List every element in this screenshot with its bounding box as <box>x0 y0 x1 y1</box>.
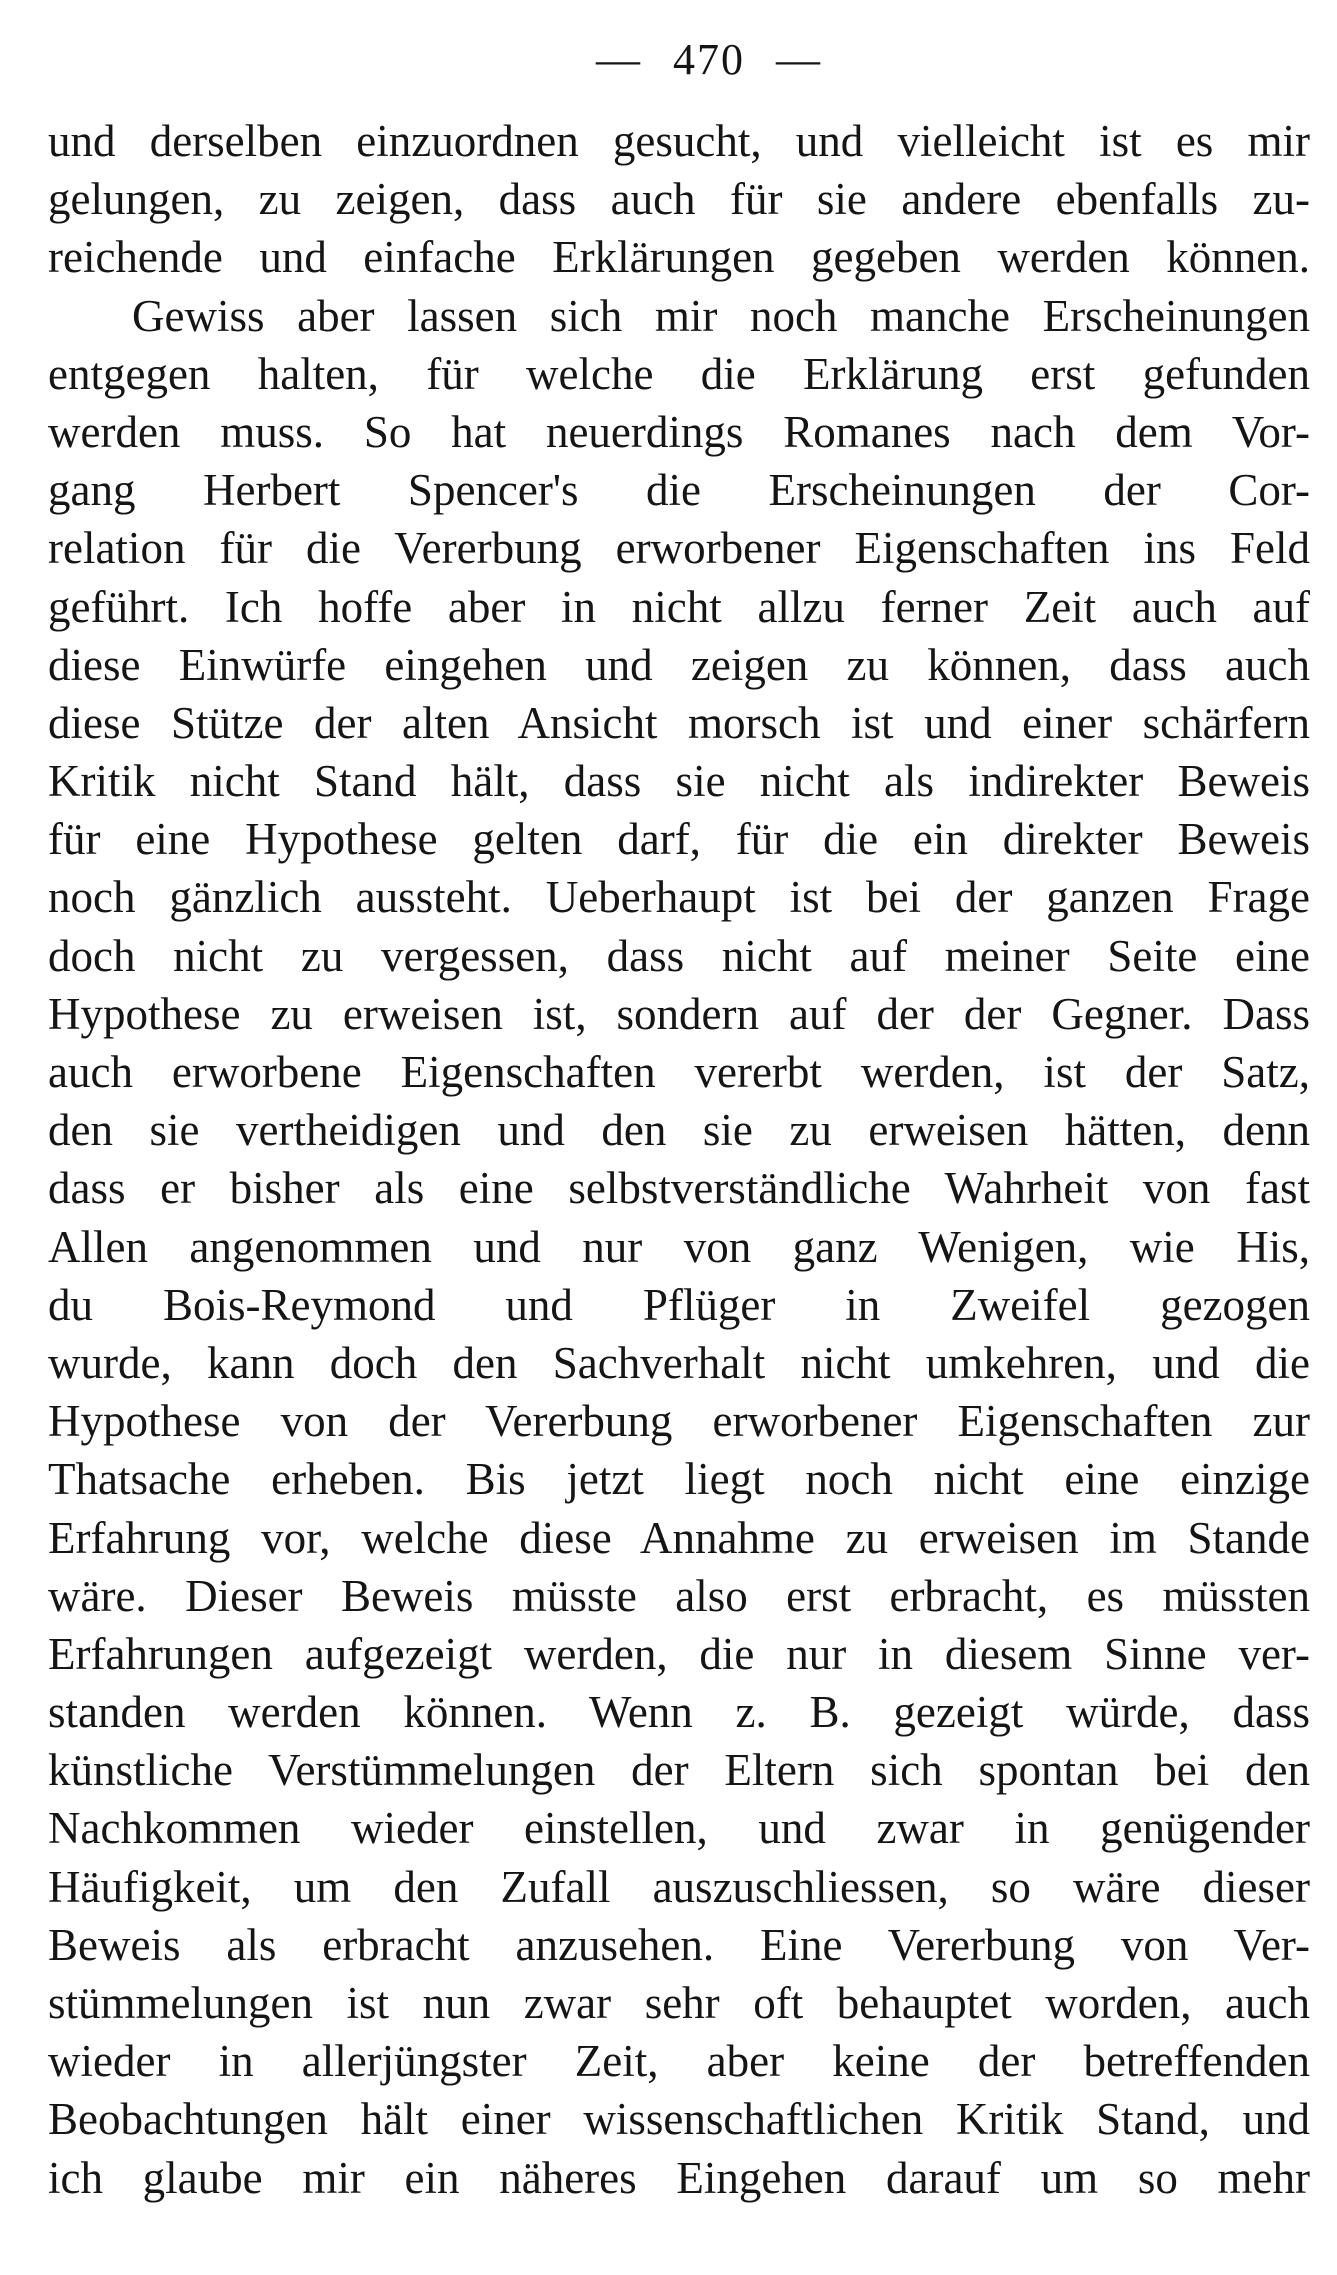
paragraph-first-line: Gewiss aber lassen sich mir noch manche Erscheinungen <box>132 290 1310 341</box>
header-dash-right: — <box>776 35 822 84</box>
page-number: 470 <box>673 35 745 84</box>
text-line: Erfahrungen aufgezeigt werden, die nur in diesem Sinne ver- <box>48 1628 1310 1679</box>
text-line: Hypothese von der Vererbung erworbener Eigenschaften zur <box>48 1396 1310 1447</box>
text-line: standen werden können. Wenn z. B. gezeigt würde, dass <box>48 1687 1310 1738</box>
text-line: entgegen halten, für welche die Erklärung erst gefunden <box>48 348 1310 399</box>
text-line: Hypothese zu erweisen ist, sondern auf der der Gegner. Dass <box>48 988 1310 1039</box>
text-line: werden muss. So hat neuerdings Romanes nach dem Vor- <box>48 406 1310 457</box>
text-line: relation für die Vererbung erworbener Eigenschaften ins Feld <box>48 523 1310 574</box>
text-line: Nachkommen wieder einstellen, und zwar in genügender <box>48 1803 1310 1854</box>
text-line: wäre. Dieser Beweis müsste also erst erbracht, es müssten <box>48 1570 1310 1621</box>
text-line: Beobachtungen hält einer wissenschaftlichen Kritik Stand, und <box>48 2094 1310 2145</box>
text-line: reichende und einfache Erklärungen gegeben werden können. <box>48 232 1310 283</box>
text-line: wurde, kann doch den Sachverhalt nicht umkehren, und die <box>48 1337 1310 1388</box>
text-line: für eine Hypothese gelten darf, für die ein direkter Beweis <box>48 814 1310 865</box>
text-line: auch erworbene Eigenschaften vererbt werden, ist der Satz, <box>48 1047 1310 1097</box>
page-header <box>48 30 1310 90</box>
text-line: ich glaube mir ein näheres Eingehen darauf um so mehr <box>48 2152 1310 2203</box>
text-line: künstliche Verstümmelungen der Eltern sich spontan bei den <box>48 1745 1310 1796</box>
text-line: du Bois-Reymond und Pflüger in Zweifel gezogen <box>48 1279 1310 1330</box>
text-line: stümmelungen ist nun zwar sehr oft behauptet worden, auch <box>48 1978 1310 2028</box>
text-line: gelungen, zu zeigen, dass auch für sie andere ebenfalls zu- <box>48 174 1310 225</box>
text-line: Beweis als erbracht anzusehen. Eine Vererbung von Ver- <box>48 1919 1310 1970</box>
text-line: diese Einwürfe eingehen und zeigen zu können, dass auch <box>48 639 1310 690</box>
text-line: den sie vertheidigen und den sie zu erweisen hätten, denn <box>48 1105 1310 1156</box>
body-text <box>48 112 1310 2207</box>
text-line: noch gänzlich aussteht. Ueberhaupt ist bei der ganzen Frage <box>48 872 1310 923</box>
text-line: Häufigkeit, um den Zufall auszuschliessen, so wäre dieser <box>48 1861 1310 1912</box>
text-line: doch nicht zu vergessen, dass nicht auf meiner Seite eine <box>48 930 1310 981</box>
text-line: Allen angenommen und nur von ganz Wenigen, wie His, <box>48 1221 1310 1272</box>
text-line: diese Stütze der alten Ansicht morsch ist und einer schärfern <box>48 697 1310 748</box>
text-line: wieder in allerjüngster Zeit, aber keine der betreffenden <box>48 2036 1310 2087</box>
text-line: und derselben einzuordnen gesucht, und vielleicht ist es mir <box>48 116 1310 166</box>
text-line: Kritik nicht Stand hält, dass sie nicht als indirekter Beweis <box>48 756 1310 807</box>
text-line: Erfahrung vor, welche diese Annahme zu erweisen im Stande <box>48 1512 1310 1563</box>
text-line: gang Herbert Spencer's die Erscheinungen der Cor- <box>48 465 1310 516</box>
book-page <box>48 30 1310 2207</box>
header-dash-left: — <box>596 35 642 84</box>
text-line: dass er bisher als eine selbstverständliche Wahrheit von fast <box>48 1163 1310 1214</box>
text-line: Thatsache erheben. Bis jetzt liegt noch nicht eine einzige <box>48 1454 1310 1505</box>
text-line: geführt. Ich hoffe aber in nicht allzu ferner Zeit auch auf <box>48 581 1310 632</box>
